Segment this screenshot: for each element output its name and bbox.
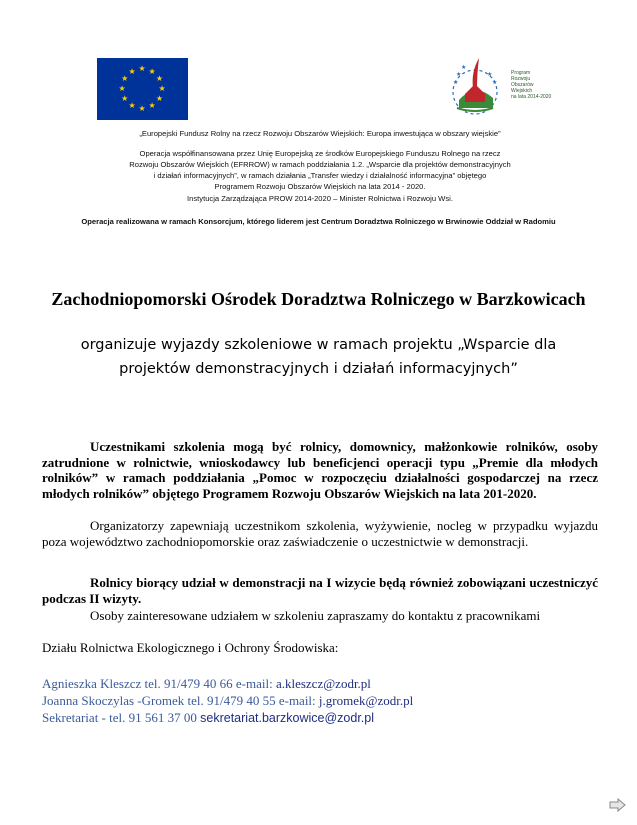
eu-star-icon: ★ <box>158 84 166 93</box>
header-efrrow-slogan: „Europejski Fundusz Rolny na rzecz Rozwoju Obszarów Wiejskich: Europa inwestująca w obszary wiejskie” <box>139 129 501 138</box>
header-line-5: Programem Rozwoju Obszarów Wiejskich na lata 2014 - 2020. <box>214 182 426 191</box>
contact-line <box>42 693 413 709</box>
eu-star-icon: ★ <box>121 74 129 83</box>
paragraph-participants: Uczestnikami szkolenia mogą być rolnicy, domownicy, małżonkowie rolników, osoby zatrudnione w rolnictwie, wnioskodawcy lub beneficjenci operacji typu „Premie dla młodych rolników” w ramach poddziałania „Pomoc w rozpoczęciu działalności gospodarczej na rzecz młodych rolników” objętego Programem Rozwoju Obszarów Wiejskich na lata 201-2020. <box>42 439 598 501</box>
contact-text: Agnieszka Kleszcz tel. 91/479 40 66 e-mail: <box>42 676 276 691</box>
email-link[interactable]: j.gromek@zodr.pl <box>318 693 414 708</box>
svg-text:★: ★ <box>492 79 498 86</box>
header-line-3: Rozwoju Obszarów Wiejskich (EFRROW) w ramach poddziałania 1.2. „Wsparcie dla projektów demonstracyjnych <box>129 160 511 169</box>
header-consortium-note: Operacja realizowana w ramach Konsorcjum, którego liderem jest Centrum Doradztwa Rolniczego w Brwinowie Oddział w Radomiu <box>81 217 556 226</box>
paragraph-contact-invite: Osoby zainteresowane udziałem w szkoleniu zapraszamy do kontaktu z pracownikami <box>90 608 541 623</box>
svg-text:★: ★ <box>461 64 467 71</box>
eu-star-icon: ★ <box>148 66 156 76</box>
header-line-6: Instytucja Zarządzająca PROW 2014-2020 – Minister Rolnictwa i Rozwoju Wsi. <box>187 194 453 203</box>
eu-star-icon: ★ <box>138 64 146 73</box>
paragraph-organizers: Organizatorzy zapewniają uczestnikom szkolenia, wyżywienie, nocleg w przypadku wyjazdu poza województwo zachodniopomorskie oraz zaświadczenie o uczestnictwie w demonstracji. <box>42 518 598 549</box>
prow-logo-text: Program Rozwoju Obszarów Wiejskich na lata 2014-2020 <box>511 70 552 100</box>
svg-text:★: ★ <box>487 71 493 78</box>
paragraph-department: Działu Rolnictwa Ekologicznego i Ochrony Środowiska: <box>42 640 339 655</box>
prow-logo <box>447 52 553 124</box>
paragraph-second-visit: Rolnicy biorący udział w demonstracji na I wizycie będą również zobowiązani uczestniczyć podczas II wizyty. <box>42 575 598 606</box>
page-subtitle: organizuje wyjazdy szkoleniowe w ramach projektu „Wsparcie dla projektów demonstracyjnych i działań informacyjnych” <box>80 337 557 377</box>
eu-star-icon: ★ <box>155 74 163 83</box>
eu-flag-icon <box>97 58 188 120</box>
header-line-4: i działań informacyjnych”, w ramach działania „Transfer wiedzy i działalność informacyjna” objętego <box>153 171 487 180</box>
eu-star-icon: ★ <box>128 101 136 111</box>
eu-star-icon: ★ <box>121 94 129 103</box>
contact-text: Joanna Skoczylas -Gromek tel. 91/479 40 55 e-mail: <box>42 693 319 708</box>
eu-star-icon: ★ <box>155 94 163 103</box>
contact-text: Sekretariat - tel. 91 561 37 00 <box>42 710 201 725</box>
contact-line <box>42 676 371 692</box>
page-title: Zachodniopomorski Ośrodek Doradztwa Rolniczego w Barzkowicach <box>51 289 586 309</box>
contact-line <box>42 710 374 726</box>
header-line-2: Operacja współfinansowana przez Unię Europejską ze środków Europejskiego Funduszu Rolnego na rzecz <box>139 149 501 158</box>
svg-text:★: ★ <box>453 79 459 86</box>
svg-text:★: ★ <box>456 71 462 78</box>
eu-star-icon: ★ <box>118 84 126 93</box>
eu-star-icon: ★ <box>148 101 156 111</box>
email-link[interactable]: sekretariat.barzkowice@zodr.pl <box>200 711 375 725</box>
eu-star-icon: ★ <box>128 66 136 76</box>
eu-star-icon: ★ <box>138 104 146 113</box>
next-arrow-icon[interactable] <box>609 798 627 812</box>
email-link[interactable]: a.kleszcz@zodr.pl <box>275 676 371 691</box>
